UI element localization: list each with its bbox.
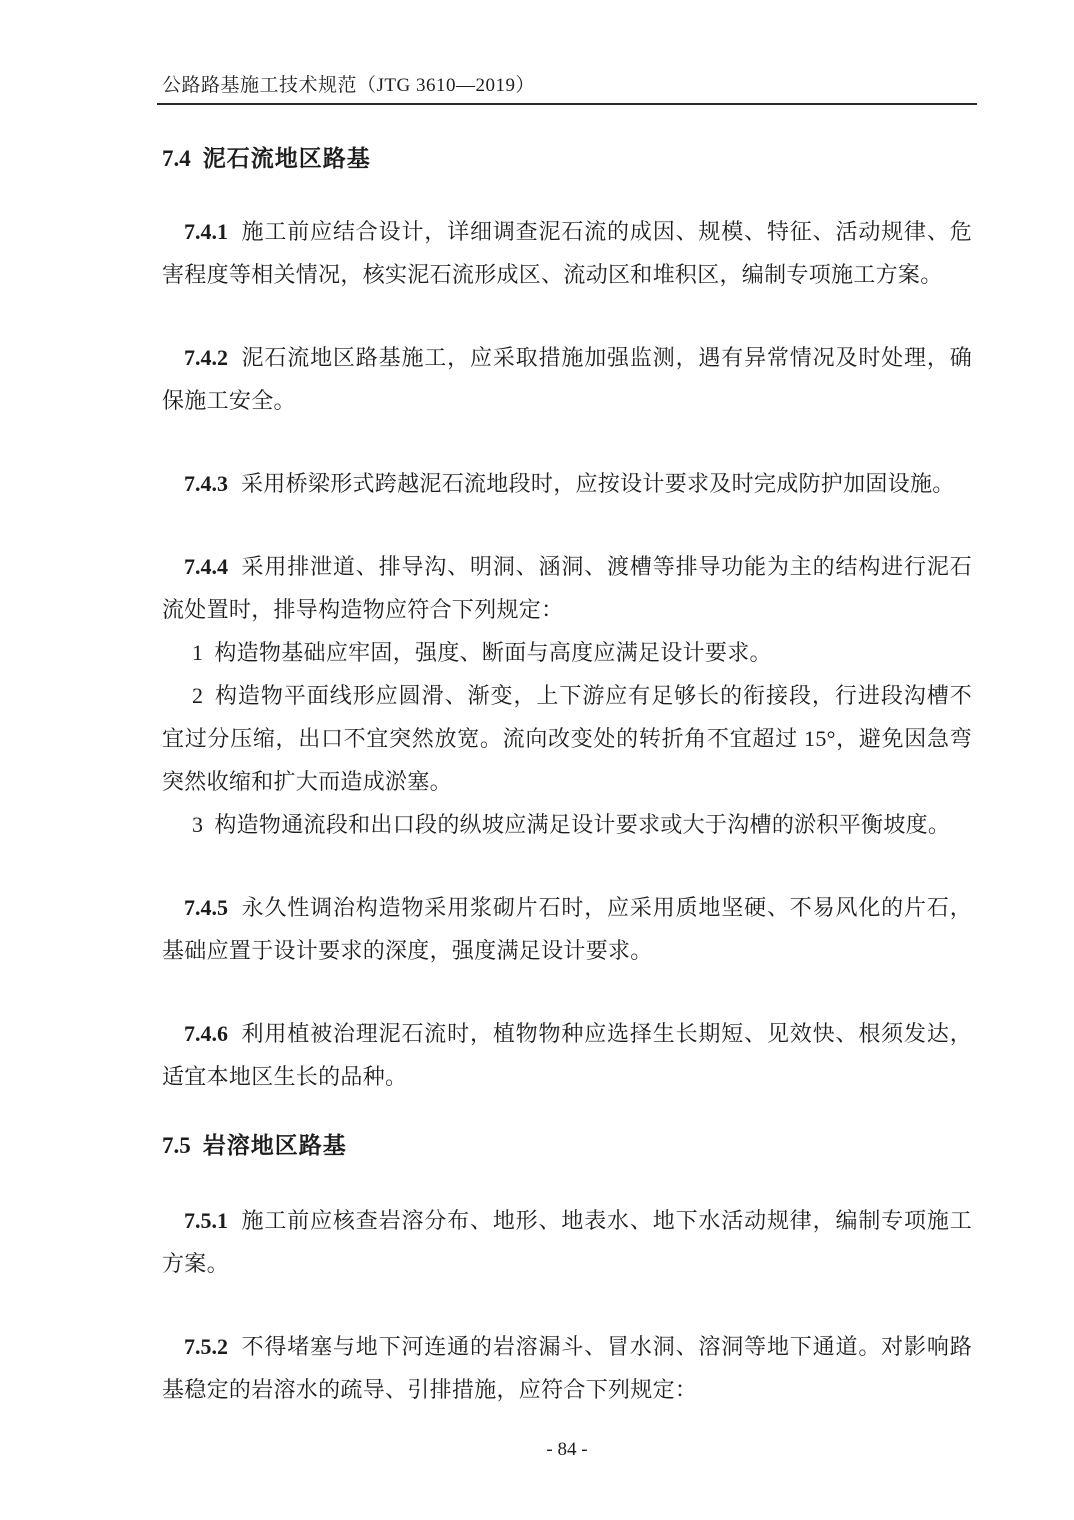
- section-heading-7-4: [162, 137, 977, 180]
- clause-7-4-5: [157, 886, 977, 972]
- item-text: 构造物基础应牢固，强度、断面与高度应满足设计要求。: [214, 640, 772, 665]
- clause-7-4-4-item-2: [157, 674, 977, 803]
- clause-7-5-1: [157, 1199, 977, 1285]
- clause-text: 泥石流地区路基施工，应采取措施加强监测，遇有异常情况及时处理，确保施工安全。: [162, 345, 972, 413]
- clause-text: 采用桥梁形式跨越泥石流地段时，应按设计要求及时完成防护加固设施。: [241, 471, 955, 496]
- clause-text: 施工前应核查岩溶分布、地形、地表水、地下水活动规律，编制专项施工方案。: [162, 1208, 972, 1276]
- running-header-title: 公路路基施工技术规范（JTG 3610—2019）: [162, 75, 535, 96]
- section-number: 7.4: [162, 146, 191, 171]
- clause-7-4-3: [157, 462, 977, 505]
- clause-7-4-4: [157, 545, 977, 631]
- clause-number: 7.4.6: [184, 1021, 228, 1046]
- item-text: 构造物通流段和出口段的纵坡应满足设计要求或大于沟槽的淤积平衡坡度。: [214, 812, 951, 837]
- clause-text: 永久性调治构造物采用浆砌片石时，应采用质地坚硬、不易风化的片石，基础应置于设计要求的深度，强度满足设计要求。: [162, 895, 972, 963]
- section-title: 岩溶地区路基: [202, 1133, 347, 1158]
- page-number: - 84 -: [546, 1439, 588, 1460]
- header-rule: [157, 103, 977, 105]
- clause-text: 不得堵塞与地下河连通的岩溶漏斗、冒水洞、溶洞等地下通道。对影响路基稳定的岩溶水的疏导、引排措施，应符合下列规定：: [162, 1334, 972, 1402]
- clause-7-4-6: [157, 1012, 977, 1098]
- section-heading-7-5: [162, 1124, 977, 1167]
- item-text: 构造物平面线形应圆滑、渐变，上下游应有足够长的衔接段，行进段沟槽不宜过分压缩，出口不宜突然放宽。流向改变处的转折角不宜超过 15°，避免因急弯突然收缩和扩大而造成淤塞。: [162, 683, 972, 794]
- clause-text: 采用排泄道、排导沟、明洞、涵洞、渡槽等排导功能为主的结构进行泥石流处置时，排导构造物应符合下列规定：: [162, 554, 972, 622]
- item-number: 1: [192, 640, 204, 665]
- clause-7-4-4-item-1: [157, 631, 977, 674]
- clause-text: 施工前应结合设计，详细调查泥石流的成因、规模、特征、活动规律、危害程度等相关情况，核实泥石流形成区、流动区和堆积区，编制专项施工方案。: [162, 219, 972, 287]
- clause-7-4-2: [157, 336, 977, 422]
- item-number: 3: [192, 812, 204, 837]
- item-number: 2: [192, 683, 204, 708]
- clause-number: 7.5.2: [184, 1334, 228, 1359]
- clause-number: 7.5.1: [184, 1208, 228, 1233]
- section-title: 泥石流地区路基: [202, 146, 371, 171]
- section-number: 7.5: [162, 1133, 191, 1158]
- clause-number: 7.4.3: [184, 471, 228, 496]
- clause-number: 7.4.4: [184, 554, 228, 579]
- clause-number: 7.4.2: [184, 345, 228, 370]
- page-content: [157, 0, 977, 1462]
- clause-7-4-4-item-3: [157, 803, 977, 846]
- clause-7-4-1: [157, 210, 977, 296]
- clause-number: 7.4.5: [184, 895, 228, 920]
- clause-number: 7.4.1: [184, 219, 228, 244]
- clause-7-5-2: [157, 1325, 977, 1411]
- clause-text: 利用植被治理泥石流时，植物物种应选择生长期短、见效快、根须发达，适宜本地区生长的品种。: [162, 1021, 972, 1089]
